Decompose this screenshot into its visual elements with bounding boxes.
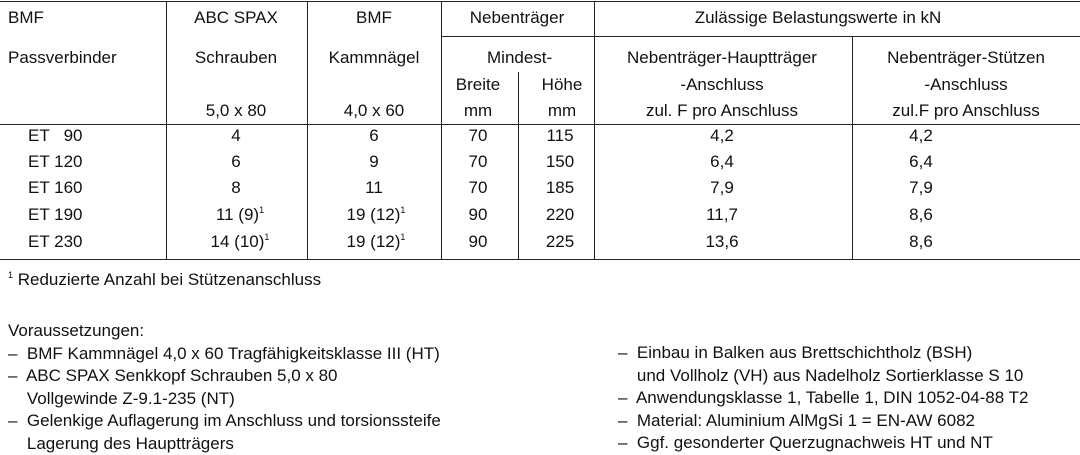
header-bmf-2: BMF <box>356 8 392 27</box>
header-breite: Breite <box>455 75 501 94</box>
requirement-item: – Ggf. gesonderter Querzugnachweis HT und NT <box>618 433 993 452</box>
row-1-breite: 70 <box>468 126 488 145</box>
header-kammnaegel: Kammnägel <box>328 48 420 67</box>
row-5-haupt: 13,6 <box>705 232 739 251</box>
row-2-haupt: 6,4 <box>710 152 734 171</box>
requirement-item: Vollgewinde Z-9.1-235 (NT) <box>8 388 235 408</box>
row-2-breite: 70 <box>468 152 488 171</box>
row-1-hoehe: 115 <box>546 126 574 145</box>
row-1-haupt: 4,2 <box>710 126 734 145</box>
requirements-title: Voraussetzungen: <box>8 321 145 340</box>
row-2-stuetz: 6,4 <box>909 152 933 171</box>
row-5-breite: 90 <box>468 232 488 251</box>
row-3-breite: 70 <box>468 178 488 197</box>
requirement-item: – Gelenkige Auflagerung im Anschluss und torsionssteife <box>8 411 441 430</box>
col-divider-4 <box>518 72 519 259</box>
col-divider-5 <box>594 1 595 259</box>
row-2-type: ET 120 <box>28 152 83 171</box>
header-nebentraeger: Nebenträger <box>469 8 565 27</box>
header-mindest: Mindest- <box>487 48 553 67</box>
header-haupt-line1: Nebenträger-Hauptträger <box>627 48 817 67</box>
footnote-text: Reduzierte Anzahl bei Stützenanschluss <box>13 270 322 289</box>
row-4-hoehe: 220 <box>545 205 575 224</box>
row-4-haupt: 11,7 <box>706 205 738 224</box>
table-bottom-rule <box>0 259 1080 260</box>
row-3-stuetz: 7,9 <box>909 178 933 197</box>
row-5-type: ET 230 <box>28 232 83 251</box>
header-kammnaegel-size: 4,0 x 60 <box>343 101 405 120</box>
requirement-item: – Anwendungsklasse 1, Tabelle 1, DIN 1052-04-88 T2 <box>618 388 1029 407</box>
col-divider-2 <box>307 1 308 259</box>
row-3-hoehe: 185 <box>545 178 575 197</box>
footnote-mark: 1 <box>8 270 14 280</box>
header-spax: ABC SPAX <box>194 8 278 27</box>
row-4-schrauben: 11 $(9)^1$ <box>215 205 265 224</box>
row-4-naegel: 19 $(12)^1$ <box>346 205 406 224</box>
requirement-item: Lagerung des Hauptträgers <box>8 433 234 453</box>
header-stuetz-line3: zul.F pro Anschluss <box>892 101 1040 120</box>
header-stuetz-line2: -Anschluss <box>924 75 1008 94</box>
row-5-hoehe: 225 <box>545 232 575 251</box>
row-1-type: ET 90 <box>28 126 83 145</box>
requirements-right <box>618 342 1028 455</box>
requirement-item: – Material: Aluminium AlMgSi 1 = EN-AW 6082 <box>618 410 975 430</box>
row-2-hoehe: 150 <box>545 152 575 171</box>
requirement-item: – Einbau in Balken aus Brettschichtholz (BSH) <box>618 343 973 362</box>
header-haupt-line2: -Anschluss <box>680 75 764 94</box>
header-hoehe: Höhe <box>541 75 583 94</box>
row-3-haupt: 7,9 <box>710 178 734 197</box>
col-divider-6 <box>852 36 853 259</box>
row-5-naegel: 19 $(12)^1$ <box>346 232 406 251</box>
header-stuetz-line1: Nebenträger-Stützen <box>887 48 1045 67</box>
header-passverbinder: Passverbinder <box>8 48 117 67</box>
row-3-schrauben: 8 <box>231 178 241 197</box>
row-3-naegel: 11 <box>365 178 383 197</box>
row-4-breite: 90 <box>468 205 488 224</box>
requirements-left <box>8 320 441 455</box>
row-3-type: ET 160 <box>28 178 83 197</box>
row-2-schrauben: 6 <box>231 152 241 171</box>
header-schrauben: Schrauben <box>194 48 278 67</box>
subheader-rule-left <box>441 36 594 37</box>
row-5-stuetz: 8,6 <box>909 232 933 251</box>
row-5-schrauben: 14 $(10)^1$ <box>210 232 270 251</box>
col-divider-1 <box>166 1 167 259</box>
footnote <box>8 270 321 290</box>
header-bmf: BMF <box>8 8 44 27</box>
row-2-naegel: 9 <box>369 152 379 171</box>
row-4-type: ET 190 <box>28 205 83 224</box>
col-divider-3 <box>441 1 442 259</box>
header-haupt-line3: zul. F pro Anschluss <box>645 101 799 120</box>
requirement-item: – ABC SPAX Senkkopf Schrauben 5,0 x 80 <box>8 366 338 385</box>
row-1-stuetz: 4,2 <box>909 126 933 145</box>
subheader-rule-right <box>594 36 1080 37</box>
row-4-stuetz: 8,6 <box>909 205 933 224</box>
requirement-item: – BMF Kammnägel 4,0 x 60 Tragfähigkeitsklasse III (HT) <box>8 343 440 363</box>
row-1-naegel: 6 <box>369 126 379 145</box>
header-bottom-rule <box>0 124 1080 125</box>
table-top-rule <box>0 1 1080 2</box>
header-hoehe-unit: mm <box>547 101 577 120</box>
header-schrauben-size: 5,0 x 80 <box>205 101 267 120</box>
row-1-schrauben: 4 <box>231 126 241 145</box>
requirement-item: und Vollholz (VH) aus Nadelholz Sortierklasse S 10 <box>618 365 1024 385</box>
header-breite-unit: mm <box>463 101 493 120</box>
header-zulaessig: Zulässige Belastungswerte in kN <box>694 8 942 27</box>
